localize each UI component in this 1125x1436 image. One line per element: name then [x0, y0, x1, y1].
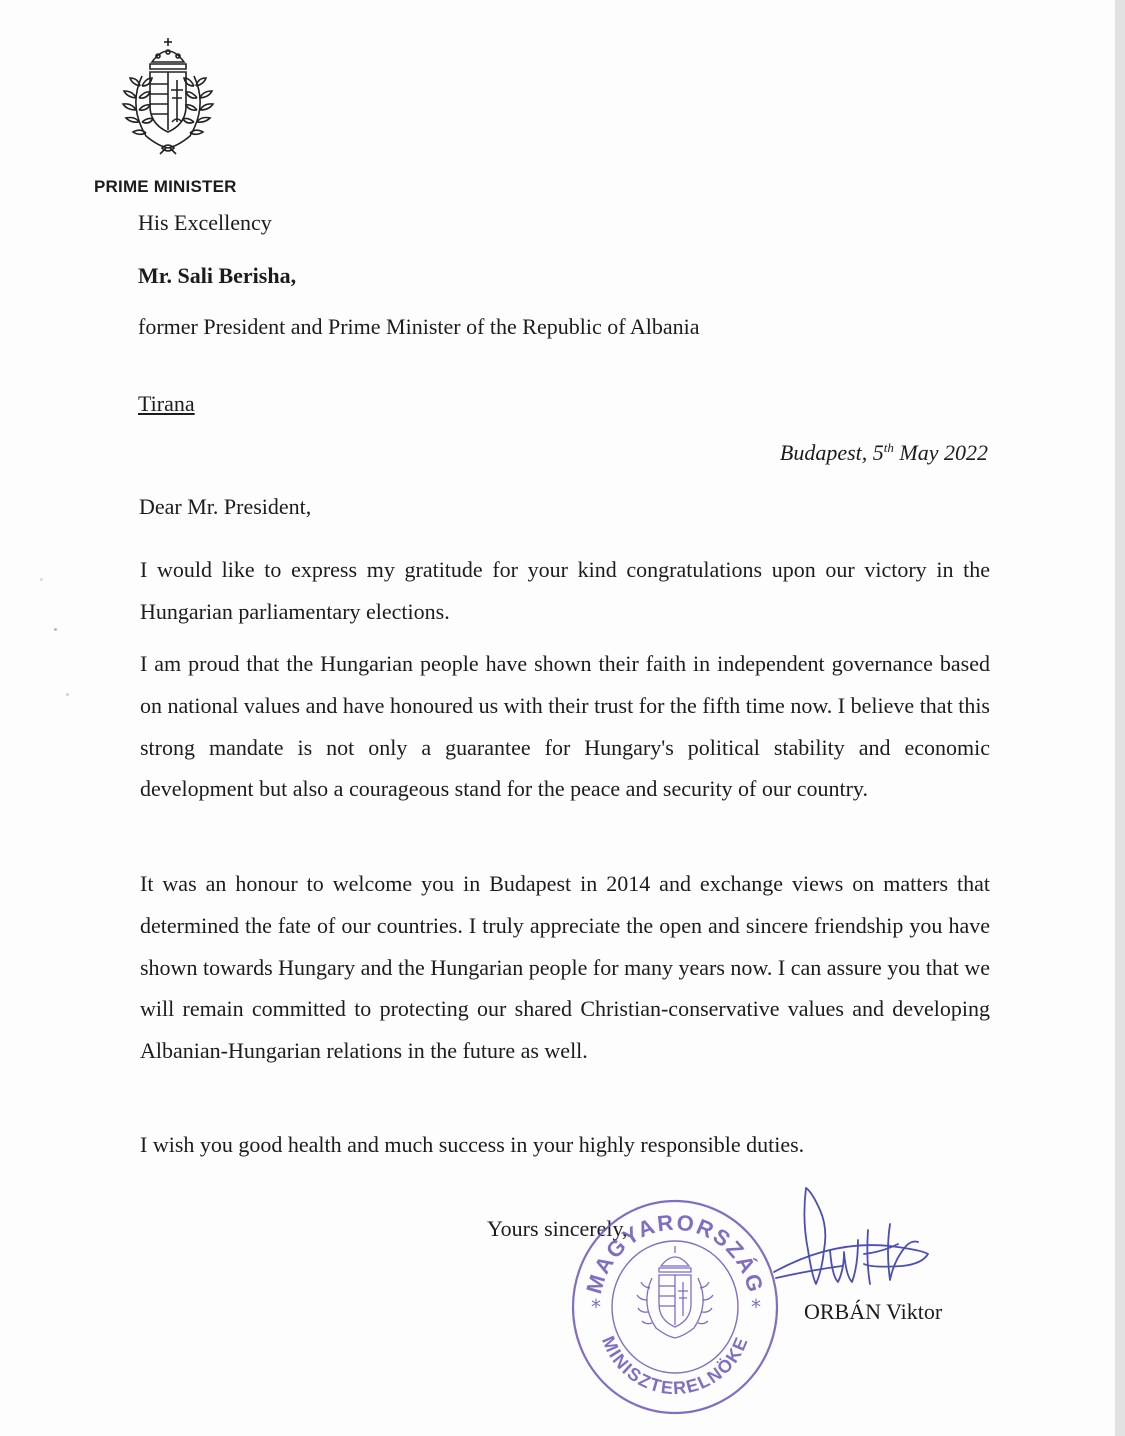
body-paragraph-4: I wish you good health and much success in your highly responsible duties. [140, 1132, 805, 1157]
signatory-name: ORBÁN Viktor [804, 1299, 943, 1324]
recipient-title: former President and Prime Minister of the Republic of Albania [138, 314, 700, 339]
scan-speck [54, 628, 57, 631]
svg-text:*: * [591, 1295, 601, 1319]
scan-speck [66, 693, 69, 696]
office-title: PRIME MINISTER [94, 177, 237, 196]
recipient-salutation: His Excellency [138, 210, 272, 235]
body-paragraph-1: I would like to express my gratitude for your kind congratulations upon our victory in the Hungarian parliamentary elections. [140, 557, 990, 624]
signature [772, 1180, 942, 1300]
valediction: Yours sincerely, [487, 1216, 628, 1241]
recipient-name: Mr. Sali Berisha, [138, 263, 297, 288]
body-paragraph-2: I am proud that the Hungarian people have shown their faith in independent governance based on national values and have honoured us with their trust for the fifth time now. I believe that this strong mandate is not only a guarantee for Hungary's political stability and economic development but also a courageous stand for the peace and security of our country. [140, 651, 990, 802]
date-place-day: Budapest, 5 [779, 440, 884, 465]
hungarian-coat-of-arms-icon [112, 36, 224, 160]
official-stamp [568, 1196, 782, 1418]
body-paragraph-3: It was an honour to welcome you in Budapest in 2014 and exchange views on matters that determined the fate of our countries. I truly appreciate the open and sincere friendship you have shown towards Hungary and the Hungarian people for many years now. I can assure you that we will remain committed to protecting our shared Christian-conservative values and developing Albanian-Hungarian relations in the future as well. [140, 871, 990, 1064]
svg-text:MINISZTERELNÖKE [598, 1333, 752, 1398]
scan-edge [1115, 0, 1125, 1436]
scan-speck [40, 578, 43, 581]
letter-date [780, 442, 988, 464]
date-day-suffix: th [883, 440, 894, 455]
recipient-city: Tirana [138, 391, 195, 416]
stamp-bottom-text: MINISZTERELNÖKE [597, 1333, 752, 1399]
greeting: Dear Mr. President, [139, 494, 312, 519]
stamp-crest-icon [637, 1246, 713, 1338]
stamp-top-text: MAGYARORSZÁG [581, 1209, 769, 1297]
date-month-year: May 2022 [893, 440, 988, 465]
svg-text:*: * [751, 1295, 761, 1319]
